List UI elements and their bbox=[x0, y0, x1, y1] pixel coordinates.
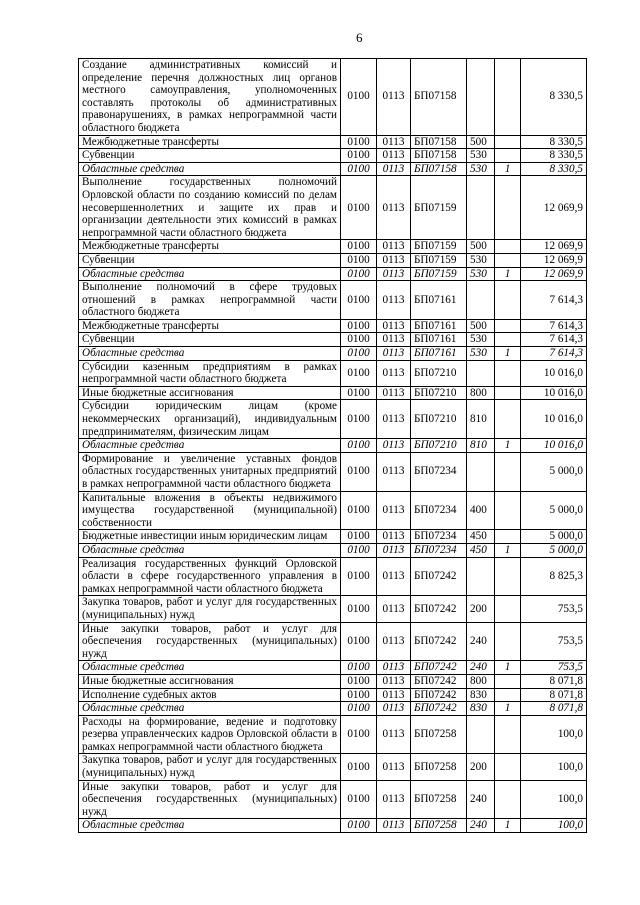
table-row bbox=[79, 557, 587, 596]
cell-sec: 0100 bbox=[341, 754, 377, 780]
cell-sub: 0113 bbox=[377, 135, 411, 149]
cell-sec: 0100 bbox=[341, 253, 377, 267]
cell-art: БП07242 bbox=[411, 674, 467, 688]
cell-src bbox=[495, 240, 521, 254]
cell-art: БП07161 bbox=[411, 281, 467, 320]
cell-amount: 100,0 bbox=[521, 780, 587, 819]
cell-art: БП07242 bbox=[411, 661, 467, 675]
cell-type: 450 bbox=[467, 543, 495, 557]
cell-sub: 0113 bbox=[377, 622, 411, 661]
cell-sub: 0113 bbox=[377, 688, 411, 702]
cell-desc: Областные средства bbox=[79, 439, 341, 453]
cell-src bbox=[495, 149, 521, 163]
cell-desc: Реализация государственных функций Орловской области в сфере государственного управления в рамках непрограммной части областного бюджета bbox=[79, 557, 341, 596]
cell-desc: Субсидии казенным предприятиям в рамках непрограммной части областного бюджета bbox=[79, 360, 341, 386]
cell-desc: Закупка товаров, работ и услуг для государственных (муниципальных) нужд bbox=[79, 754, 341, 780]
cell-art: БП07234 bbox=[411, 530, 467, 544]
table-row bbox=[79, 319, 587, 333]
cell-type: 800 bbox=[467, 674, 495, 688]
cell-sub: 0113 bbox=[377, 162, 411, 176]
cell-art: БП07158 bbox=[411, 59, 467, 136]
cell-desc: Исполнение судебных актов bbox=[79, 688, 341, 702]
cell-desc: Иные закупки товаров, работ и услуг для обеспечения государственных (муниципальных) нужд bbox=[79, 622, 341, 661]
cell-sub: 0113 bbox=[377, 267, 411, 281]
cell-amount: 7 614,3 bbox=[521, 319, 587, 333]
table-row bbox=[79, 491, 587, 530]
table-row bbox=[79, 452, 587, 491]
cell-type: 530 bbox=[467, 149, 495, 163]
cell-src bbox=[495, 319, 521, 333]
cell-type: 500 bbox=[467, 135, 495, 149]
cell-src: 1 bbox=[495, 347, 521, 361]
cell-src bbox=[495, 59, 521, 136]
cell-amount: 12 069,9 bbox=[521, 240, 587, 254]
cell-art: БП07210 bbox=[411, 400, 467, 439]
cell-src: 1 bbox=[495, 661, 521, 675]
budget-table-body bbox=[79, 59, 587, 833]
cell-sub: 0113 bbox=[377, 702, 411, 716]
cell-type: 800 bbox=[467, 386, 495, 400]
cell-sub: 0113 bbox=[377, 360, 411, 386]
table-row bbox=[79, 754, 587, 780]
cell-amount: 8 825,3 bbox=[521, 557, 587, 596]
cell-sec: 0100 bbox=[341, 688, 377, 702]
cell-desc: Областные средства bbox=[79, 267, 341, 281]
cell-amount: 100,0 bbox=[521, 754, 587, 780]
cell-src: 1 bbox=[495, 162, 521, 176]
cell-type: 400 bbox=[467, 491, 495, 530]
cell-desc: Иные бюджетные ассигнования bbox=[79, 386, 341, 400]
cell-sec: 0100 bbox=[341, 319, 377, 333]
table-row bbox=[79, 253, 587, 267]
cell-sub: 0113 bbox=[377, 530, 411, 544]
cell-amount: 8 071,8 bbox=[521, 674, 587, 688]
table-row bbox=[79, 59, 587, 136]
table-row bbox=[79, 674, 587, 688]
cell-type bbox=[467, 715, 495, 754]
cell-desc: Иные закупки товаров, работ и услуг для обеспечения государственных (муниципальных) нужд bbox=[79, 780, 341, 819]
cell-art: БП07158 bbox=[411, 149, 467, 163]
cell-desc: Межбюджетные трансферты bbox=[79, 319, 341, 333]
cell-sec: 0100 bbox=[341, 702, 377, 716]
cell-sub: 0113 bbox=[377, 780, 411, 819]
cell-desc: Закупка товаров, работ и услуг для государственных (муниципальных) нужд bbox=[79, 596, 341, 622]
cell-desc: Субвенции bbox=[79, 253, 341, 267]
cell-art: БП07242 bbox=[411, 622, 467, 661]
cell-art: БП07158 bbox=[411, 135, 467, 149]
cell-type: 830 bbox=[467, 702, 495, 716]
cell-src bbox=[495, 688, 521, 702]
cell-sub: 0113 bbox=[377, 754, 411, 780]
cell-desc: Выполнение полномочий в сфере трудовых отношений в рамках непрограммной части областного бюджета bbox=[79, 281, 341, 320]
cell-src bbox=[495, 715, 521, 754]
cell-src: 1 bbox=[495, 267, 521, 281]
cell-sec: 0100 bbox=[341, 267, 377, 281]
cell-desc: Иные бюджетные ассигнования bbox=[79, 674, 341, 688]
cell-desc: Создание административных комиссий и определение перечня должностных лиц органов местного самоуправления, уполномоченных составлять протоколы об административных правонарушениях, в рамках непрограммной части областного бюджета bbox=[79, 59, 341, 136]
cell-desc: Межбюджетные трансферты bbox=[79, 240, 341, 254]
cell-sub: 0113 bbox=[377, 176, 411, 240]
cell-desc: Расходы на формирование, ведение и подготовку резерва управленческих кадров Орловской области в рамках непрограммной части областного бюджета bbox=[79, 715, 341, 754]
cell-sec: 0100 bbox=[341, 162, 377, 176]
cell-sec: 0100 bbox=[341, 360, 377, 386]
table-row bbox=[79, 400, 587, 439]
cell-src bbox=[495, 754, 521, 780]
cell-sec: 0100 bbox=[341, 452, 377, 491]
table-row bbox=[79, 439, 587, 453]
cell-sec: 0100 bbox=[341, 176, 377, 240]
cell-art: БП07159 bbox=[411, 267, 467, 281]
cell-desc: Областные средства bbox=[79, 702, 341, 716]
cell-sec: 0100 bbox=[341, 530, 377, 544]
cell-type bbox=[467, 452, 495, 491]
cell-type bbox=[467, 360, 495, 386]
cell-type: 530 bbox=[467, 267, 495, 281]
cell-sec: 0100 bbox=[341, 715, 377, 754]
cell-art: БП07258 bbox=[411, 754, 467, 780]
cell-type bbox=[467, 281, 495, 320]
table-row bbox=[79, 530, 587, 544]
cell-src bbox=[495, 360, 521, 386]
cell-src bbox=[495, 281, 521, 320]
cell-src bbox=[495, 622, 521, 661]
cell-art: БП07159 bbox=[411, 240, 467, 254]
cell-amount: 12 069,9 bbox=[521, 253, 587, 267]
cell-type: 200 bbox=[467, 596, 495, 622]
cell-desc: Капитальные вложения в объекты недвижимого имущества государственной (муниципальной) собственности bbox=[79, 491, 341, 530]
cell-sec: 0100 bbox=[341, 780, 377, 819]
cell-art: БП07242 bbox=[411, 688, 467, 702]
cell-amount: 5 000,0 bbox=[521, 452, 587, 491]
table-row bbox=[79, 135, 587, 149]
cell-art: БП07258 bbox=[411, 819, 467, 833]
cell-src: 1 bbox=[495, 543, 521, 557]
cell-desc: Областные средства bbox=[79, 347, 341, 361]
table-row bbox=[79, 267, 587, 281]
cell-sub: 0113 bbox=[377, 557, 411, 596]
table-row bbox=[79, 333, 587, 347]
cell-sec: 0100 bbox=[341, 400, 377, 439]
cell-desc: Межбюджетные трансферты bbox=[79, 135, 341, 149]
cell-type: 240 bbox=[467, 780, 495, 819]
cell-src bbox=[495, 780, 521, 819]
cell-sub: 0113 bbox=[377, 596, 411, 622]
cell-sub: 0113 bbox=[377, 674, 411, 688]
cell-amount: 8 330,5 bbox=[521, 149, 587, 163]
cell-src bbox=[495, 253, 521, 267]
cell-sub: 0113 bbox=[377, 333, 411, 347]
cell-art: БП07258 bbox=[411, 780, 467, 819]
cell-art: БП07234 bbox=[411, 452, 467, 491]
table-row bbox=[79, 661, 587, 675]
cell-sub: 0113 bbox=[377, 240, 411, 254]
cell-type: 450 bbox=[467, 530, 495, 544]
cell-amount: 12 069,9 bbox=[521, 176, 587, 240]
page-number: 6 bbox=[356, 30, 363, 45]
cell-amount: 7 614,3 bbox=[521, 333, 587, 347]
cell-desc: Формирование и увеличение уставных фондов областных государственных унитарных предприятий в рамках непрограммной части областного бюджета bbox=[79, 452, 341, 491]
table-row bbox=[79, 688, 587, 702]
cell-src: 1 bbox=[495, 702, 521, 716]
cell-sec: 0100 bbox=[341, 543, 377, 557]
cell-type: 810 bbox=[467, 400, 495, 439]
cell-desc: Субсидии юридическим лицам (кроме некоммерческих организаций), индивидуальным предпринимателям, физическим лицам bbox=[79, 400, 341, 439]
cell-sec: 0100 bbox=[341, 491, 377, 530]
cell-src bbox=[495, 386, 521, 400]
table-row bbox=[79, 780, 587, 819]
cell-src bbox=[495, 176, 521, 240]
cell-art: БП07159 bbox=[411, 253, 467, 267]
cell-sec: 0100 bbox=[341, 281, 377, 320]
cell-type: 530 bbox=[467, 162, 495, 176]
cell-desc: Областные средства bbox=[79, 543, 341, 557]
cell-type: 240 bbox=[467, 622, 495, 661]
cell-amount: 7 614,3 bbox=[521, 281, 587, 320]
cell-desc: Бюджетные инвестиции иным юридическим лицам bbox=[79, 530, 341, 544]
table-row bbox=[79, 543, 587, 557]
cell-sec: 0100 bbox=[341, 557, 377, 596]
cell-amount: 100,0 bbox=[521, 819, 587, 833]
budget-table bbox=[78, 58, 587, 833]
cell-sec: 0100 bbox=[341, 386, 377, 400]
cell-sub: 0113 bbox=[377, 253, 411, 267]
cell-amount: 753,5 bbox=[521, 596, 587, 622]
cell-type: 530 bbox=[467, 347, 495, 361]
cell-desc: Областные средства bbox=[79, 162, 341, 176]
cell-sec: 0100 bbox=[341, 661, 377, 675]
cell-sub: 0113 bbox=[377, 452, 411, 491]
cell-sec: 0100 bbox=[341, 674, 377, 688]
cell-sub: 0113 bbox=[377, 715, 411, 754]
table-row bbox=[79, 162, 587, 176]
cell-amount: 5 000,0 bbox=[521, 530, 587, 544]
table-row bbox=[79, 819, 587, 833]
cell-src: 1 bbox=[495, 819, 521, 833]
cell-desc: Областные средства bbox=[79, 819, 341, 833]
cell-sec: 0100 bbox=[341, 333, 377, 347]
cell-sub: 0113 bbox=[377, 819, 411, 833]
table-row bbox=[79, 386, 587, 400]
cell-sub: 0113 bbox=[377, 59, 411, 136]
table-row bbox=[79, 596, 587, 622]
cell-sub: 0113 bbox=[377, 319, 411, 333]
cell-src bbox=[495, 135, 521, 149]
cell-type bbox=[467, 557, 495, 596]
cell-sec: 0100 bbox=[341, 347, 377, 361]
table-row bbox=[79, 360, 587, 386]
cell-sub: 0113 bbox=[377, 386, 411, 400]
cell-sub: 0113 bbox=[377, 347, 411, 361]
cell-type: 200 bbox=[467, 754, 495, 780]
cell-amount: 753,5 bbox=[521, 661, 587, 675]
cell-desc: Субвенции bbox=[79, 149, 341, 163]
cell-amount: 10 016,0 bbox=[521, 439, 587, 453]
cell-art: БП07210 bbox=[411, 386, 467, 400]
cell-sec: 0100 bbox=[341, 596, 377, 622]
table-row bbox=[79, 281, 587, 320]
cell-amount: 753,5 bbox=[521, 622, 587, 661]
cell-src bbox=[495, 674, 521, 688]
cell-amount: 10 016,0 bbox=[521, 360, 587, 386]
cell-amount: 12 069,9 bbox=[521, 267, 587, 281]
cell-type: 810 bbox=[467, 439, 495, 453]
table-row bbox=[79, 702, 587, 716]
cell-sub: 0113 bbox=[377, 281, 411, 320]
cell-type bbox=[467, 59, 495, 136]
cell-amount: 100,0 bbox=[521, 715, 587, 754]
cell-amount: 8 330,5 bbox=[521, 162, 587, 176]
cell-amount: 8 071,8 bbox=[521, 688, 587, 702]
cell-art: БП07158 bbox=[411, 162, 467, 176]
cell-sec: 0100 bbox=[341, 819, 377, 833]
cell-desc: Областные средства bbox=[79, 661, 341, 675]
table-row bbox=[79, 715, 587, 754]
cell-src bbox=[495, 596, 521, 622]
table-row bbox=[79, 149, 587, 163]
cell-art: БП07242 bbox=[411, 702, 467, 716]
cell-sub: 0113 bbox=[377, 149, 411, 163]
cell-art: БП07234 bbox=[411, 543, 467, 557]
cell-sec: 0100 bbox=[341, 622, 377, 661]
cell-sec: 0100 bbox=[341, 439, 377, 453]
cell-src bbox=[495, 557, 521, 596]
cell-art: БП07242 bbox=[411, 557, 467, 596]
cell-src bbox=[495, 530, 521, 544]
cell-type: 830 bbox=[467, 688, 495, 702]
cell-amount: 5 000,0 bbox=[521, 491, 587, 530]
cell-amount: 8 330,5 bbox=[521, 135, 587, 149]
cell-art: БП07161 bbox=[411, 347, 467, 361]
cell-amount: 8 330,5 bbox=[521, 59, 587, 136]
cell-sub: 0113 bbox=[377, 439, 411, 453]
cell-art: БП07161 bbox=[411, 333, 467, 347]
cell-sub: 0113 bbox=[377, 661, 411, 675]
cell-type bbox=[467, 176, 495, 240]
cell-art: БП07242 bbox=[411, 596, 467, 622]
cell-sec: 0100 bbox=[341, 240, 377, 254]
cell-sec: 0100 bbox=[341, 59, 377, 136]
cell-type: 500 bbox=[467, 319, 495, 333]
cell-src bbox=[495, 400, 521, 439]
table-row bbox=[79, 347, 587, 361]
cell-amount: 5 000,0 bbox=[521, 543, 587, 557]
cell-amount: 10 016,0 bbox=[521, 400, 587, 439]
cell-desc: Выполнение государственных полномочий Орловской области по созданию комиссий по делам несовершеннолетних и защите их прав и организации деятельности этих комиссий в рамках непрограммной части областного бюджета bbox=[79, 176, 341, 240]
cell-art: БП07258 bbox=[411, 715, 467, 754]
cell-amount: 7 614,3 bbox=[521, 347, 587, 361]
table-row bbox=[79, 176, 587, 240]
cell-src: 1 bbox=[495, 439, 521, 453]
cell-art: БП07210 bbox=[411, 439, 467, 453]
cell-sub: 0113 bbox=[377, 543, 411, 557]
cell-src bbox=[495, 452, 521, 491]
table-row bbox=[79, 622, 587, 661]
cell-sub: 0113 bbox=[377, 400, 411, 439]
cell-art: БП07159 bbox=[411, 176, 467, 240]
cell-type: 240 bbox=[467, 819, 495, 833]
cell-sec: 0100 bbox=[341, 149, 377, 163]
table-row bbox=[79, 240, 587, 254]
cell-desc: Субвенции bbox=[79, 333, 341, 347]
cell-src bbox=[495, 333, 521, 347]
cell-sec: 0100 bbox=[341, 135, 377, 149]
cell-amount: 8 071,8 bbox=[521, 702, 587, 716]
cell-amount: 10 016,0 bbox=[521, 386, 587, 400]
cell-art: БП07161 bbox=[411, 319, 467, 333]
cell-art: БП07234 bbox=[411, 491, 467, 530]
cell-type: 240 bbox=[467, 661, 495, 675]
cell-src bbox=[495, 491, 521, 530]
cell-art: БП07210 bbox=[411, 360, 467, 386]
cell-type: 530 bbox=[467, 253, 495, 267]
cell-type: 500 bbox=[467, 240, 495, 254]
cell-sub: 0113 bbox=[377, 491, 411, 530]
cell-type: 530 bbox=[467, 333, 495, 347]
